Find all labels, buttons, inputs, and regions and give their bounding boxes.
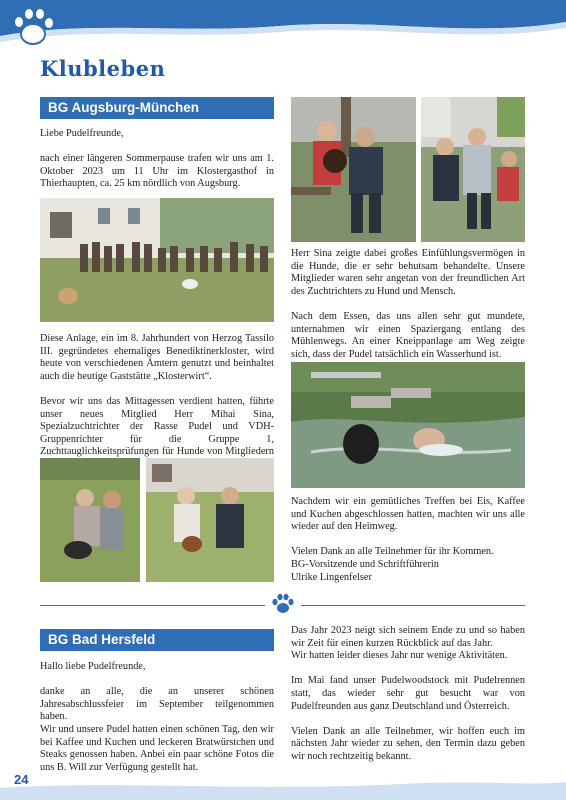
section2-para4: Wir hatten leider dieses Jahr nur wenige Aktivitäten. bbox=[291, 650, 508, 662]
section1-closing bbox=[291, 496, 525, 584]
paw-divider-icon bbox=[270, 592, 296, 616]
paw-logo-icon bbox=[8, 4, 58, 50]
section1-para1: nach einer längeren Sommerpause trafen wir uns am 1. Oktober 2023 um 11 Uhr im Klostergasthof in Thierhaupten, ca. 25 km nördlich von Augsburg. bbox=[40, 153, 274, 190]
section2-para2: Wir und unsere Pudel hatten einen schönen Tag, den wir bei Kaffee und Kuchen und leckeren Bratwürstchen und Steaks genossen haben. Anbei ein paar schöne Fotos die uns B. Will zur Verfügung gestellt hat. bbox=[40, 723, 274, 773]
page-number: 24 bbox=[14, 772, 29, 787]
section-heading-bad-hersfeld: BG Bad Hersfeld bbox=[40, 629, 274, 651]
section1-para3: Bevor wir uns das Mittagessen verdient hatten, führte unser neues Mitglied Herr Mihai Sina, Spezialzuchtrichter der Rasse Pudel und VDH-Gruppenrichter für die Gruppe 1, Zuchttauglichkeitsprüfungen für Hunde von Mitgliedern bbox=[40, 395, 274, 458]
section2-left-text bbox=[40, 661, 274, 774]
section1-right-text bbox=[291, 248, 525, 361]
section1-para2: Diese Anlage, ein im 8. Jahrhundert von Herzog Tassilo III. gegründetes ehemaliges Benediktinerkloster, wird heute von verschiedenen Ämtern genutzt und beinhaltet auch die heutige Gaststätte „Klosterwirt“. bbox=[40, 333, 274, 382]
section1-sign-name: Ulrike Lingenfelser bbox=[291, 571, 372, 583]
footer-wave bbox=[0, 778, 566, 800]
section1-intro bbox=[40, 128, 274, 204]
page-title: Klubleben bbox=[40, 56, 166, 81]
section-divider-left bbox=[40, 605, 265, 606]
section2-right-text bbox=[291, 625, 525, 764]
section1-para6: Nachdem wir ein gemütliches Treffen bei Eis, Kaffee und Kuchen abgeschlossen hatten, machten wir uns alle wieder auf den Heimweg. bbox=[291, 496, 525, 533]
photo-couple-with-dog bbox=[146, 458, 274, 582]
group-photo bbox=[40, 198, 274, 322]
photo-sitting-with-dog bbox=[40, 458, 140, 582]
photo-judge-with-poodle bbox=[291, 97, 416, 242]
section2-para5: Im Mai fand unser Pudelwoodstock mit Pudelrennen statt, das wieder sehr gut besucht war von Pudelfreunden aus ganz Deutschland und Österreich. bbox=[291, 675, 525, 712]
section1-greeting: Liebe Pudelfreunde, bbox=[40, 128, 124, 139]
section1-thanks: Vielen Dank an alle Teilnehmer für ihr Kommen. bbox=[291, 546, 494, 558]
section2-greeting: Hallo liebe Pudelfreunde, bbox=[40, 661, 146, 672]
header-wave bbox=[0, 0, 566, 46]
section2-para1: danke an alle, die an unserer schönen Jahresabschlussfeier im September teilgenommen haben. bbox=[40, 686, 274, 723]
section1-left-text bbox=[40, 333, 274, 472]
section-divider-right bbox=[301, 605, 525, 606]
section2-para6: Vielen Dank an alle Teilnehmer, wir hoffen euch im nächsten Jahr wieder zu sehen, den Termin dazu geben wir noch rechtzeitig bekannt. bbox=[291, 725, 525, 762]
section2-para3: Das Jahr 2023 neigt sich seinem Ende zu und so haben wir Zeit für einen kurzen Rückblick auf das Jahr. bbox=[291, 625, 525, 649]
section1-para4: Herr Sina zeigte dabei großes Einfühlungsvermögen in die Hunde, die er sehr behutsam behandelte. Unsere Mitglieder waren sehr angetan von der freundlichen Art des Zuchtrichters zu Hund und Mensch. bbox=[291, 248, 525, 297]
section1-para5: Nach dem Essen, das uns allen sehr gut mundete, unternahmen wir einen Spaziergang entlang des Mühlenwegs. An einer Kneippanlage am Weg zeigte sich, dass der Pudel tatsächlich ein Wasserhund ist. bbox=[291, 310, 525, 360]
photo-two-men bbox=[421, 97, 525, 242]
photo-poodles-in-water bbox=[291, 362, 525, 488]
section1-sign-role: BG-Vorsitzende und Schriftführerin bbox=[291, 558, 439, 570]
section-heading-augsburg: BG Augsburg-München bbox=[40, 97, 274, 119]
